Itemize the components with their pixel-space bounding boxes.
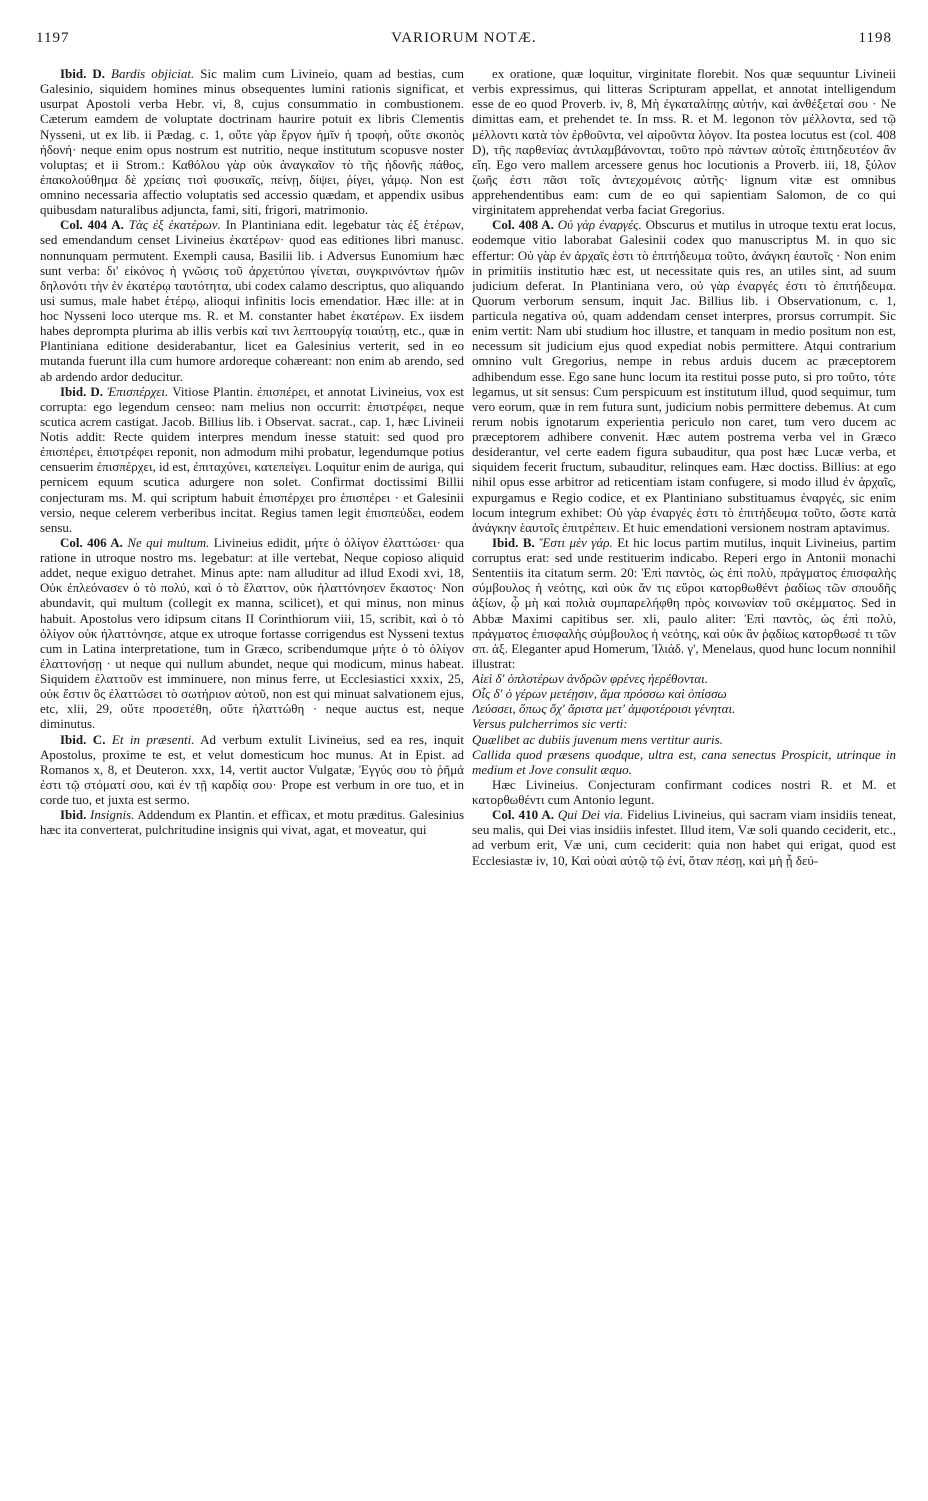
verse-line: [472, 747, 896, 777]
note-text: Obscurus et mutilus in utroque textu erat locus, eodemque vitio laborabat Galesinii codex quo manuscriptus M. in quo sic effertur: Οὐ γὰρ ἐν ἀρχαῖς ἐστι τὸ ἐπιτήδευμα τοῦτο, ἀνάγκη ἑαυτοῖς · Non enim in primitiis institutio hæc est, ut necessitate quis res, an utiles sint, ad suum judicium deferat. In Plantiniana vero, οὐ γὰρ ἐναργές ἐστι τὸ ἐπιτήδευμα. Quorum verborum sensum, inquit Jac. Billius lib. i Observationum, c. 1, particula negativa οὐ, quam addendam censet interpres, prorsus corrumpit. Sic enim vertit: Nam ubi studium hoc illustre, et tanquam in medio positum non est, necessum sit judicium ejus quod expediat nobis permittere. Atqui contrarium omnino vult Gregorius, nempe in rebus arduis ducem ac præceptorem adhibendum esse. Ego sane hunc locum ita restitui posse puto, si pro τοῦτο, τότε legamus, ut sit sensus: Cum perspicuum est institutum illud, quod sequimur, tum vero eorum, quæ in rem futura sunt, judicium nobis permittere debemus. At cum rerum nobis ignotarum experientia periculo non caret, tum vero ducem ac præceptorem adhibere convenit. Hæc autem postrema verba vel in Græco desiderantur, vel certe eadem figura subauditur, qua post hæc Lucæ verba, et siquidem fecerit fructum, subauditur, relinques eam. Hæc doctiss. Billius: at ego nihil opus esse arbitror ad reticentiam istam confugere, si modo illud ἐν ἀρχαῖς, expurgamus e Regio codice, et ex Plantiniano substituamus ἐναργές, sic enim locum integrum exhibet: Οὐ γὰρ ἐναργές ἐστι τὸ ἐπιτήδευμα τοῦτο, ὥστε κατὰ ἀνάγκην ἑαυτοῖς ἐπιτρέπειν. Et huic emendationi versionem nostram aptavimus.: [472, 217, 896, 535]
note-lemma: Ἔστι μὲν γάρ.: [539, 534, 613, 550]
note-reference: Col. 408 A.: [492, 217, 554, 233]
note-reference: Col. 406 A.: [60, 534, 123, 550]
page-header: [36, 30, 892, 52]
running-title: VARIORUM NOTÆ.: [391, 30, 537, 46]
note-lemma: Οὐ γὰρ ἐναργές.: [557, 217, 642, 233]
left-column: [40, 66, 464, 1496]
note-text: Hæc Livineius. Conjecturam confirmant codices nostri R. et M. et κατορθωθέντι cum Antonio legunt.: [472, 776, 896, 807]
note-text: Ad verbum extulit Livineius, sed ea res, inquit Apostolus, proxime te est, et velut domesticum hoc munus. At in Epist. ad Romanos x, 8, et Deuteron. xxx, 14, vertit auctor Vulgatæ, Ἐγγύς σου τὸ ῥῆμά ἐστι τῷ στόματί σου, καὶ ἐν τῇ καρδίᾳ σου· Prope est verbum in ore tuo, et in corde tuo, et juxta est sermo.: [40, 731, 464, 807]
note-lemma: Et in præsenti.: [111, 731, 195, 747]
note-lemma: Bardis objiciat.: [111, 66, 195, 81]
note-text: Sic malim cum Livineio, quam ad bestias, cum Galesinio, siquidem homines minus obsequentes lumini rationis significat, et usurpat Apostoli verba Hebr. vi, 8, cujus consummatio in combustionem. Cæterum eamdem de voluptate doctrinam haurire potuit ex libris Clementis Nysseni, ut ex lib. ii Pædag. c. 1, οὔτε γὰρ ἔργον ἡμῖν ἡ τροφὴ, οὔτε σκοπὸς ἡδονή· neque enim opus nostrum est nutritio, neque institutum scopusve noster voluptas; et ii Strom.: Καθόλου γὰρ οὐκ ἀναγκαῖον τὸ τῆς ἡδονῆς πάθος, ἐπακολούθημα δὲ χρείαις τισὶ φυσικαῖς, πείνῃ, δίψει, ῥίγει, γάμῳ. Non est omnino necessaria affectio voluptatis sed accessio quædam, et appendix usibus quibusdam naturalibus adjuncta, fami, siti, frigori, matrimonio.: [40, 66, 464, 218]
note-reference: Ibid. D.: [60, 383, 103, 399]
note-paragraph: [40, 807, 464, 837]
note-paragraph: [472, 217, 896, 535]
note-lemma: Τὰς ἐξ ἑκατέρων.: [128, 217, 221, 233]
right-column: [472, 66, 896, 1496]
note-text: Et hic locus partim mutilus, inquit Livineius, partim corruptus erat: sed unde restituerim indicabo. Reperi ergo in Antonii monachi Sententiis ita citatum serm. 20: Ἐπὶ παντὸς, ὡς ἐπὶ πολὺ, πράγματος ἐπισφαλὴς σύμβουλος ἡ νεότης, καὶ οὐκ ἄν τις εὕροι κατορθωθέντ ῥαδίως τῶν σπουδῆς ἀξίων, ᾧ μὴ καὶ πολιὰ συμπαρελήφθη πρὸς κοινωνίαν τοῦ σκέμματος. Sed in Abbæ Maximi capitibus ser. xli, paulo aliter: Ἐπὶ παντὸς, ὡς ἐπὶ πολὺ, πράγματος ἐπισφαλὴς σύμβουλος ἡ νεότης, καὶ οὐκ ἂν ῥᾳδίως κατορθωσέ τι τῶν σπ. ἀξ. Eleganter apud Homerum, Ἰλιάδ. γ', Menelaus, quod hunc locum nonnihil illustrat:: [472, 534, 896, 671]
note-paragraph: [40, 732, 464, 808]
note-text: ex oratione, quæ loquitur, virginitate florebit. Nos quæ sequuntur Livineii verbis expressimus, qui litteras Scripturam appellat, et annotat intelligendum esse de eo quod Proverb. iv, 8, Μὴ ἐγκαταλίπῃς αὐτήν, καὶ ἀνθέξεταί σου · Ne dimittas eam, et prehendet te. In mss. R. et M. legonon τὸν μέλλοντα, sed τῷ μέλλοντι κατὰ τὸν ἐρθοῦντα, vel αἱροῦντα λόγον. Ita postea locutus est (col. 408 D), τῆς παρθενίας ἀντιλαμβάνονται, τοῦτο πρὸ πάντων αὐτοῖς ἐπιτηδευτέον ἂν εἴη. Ego vero mallem arcessere genus hoc locutionis a Proverb. iii, 18, ξύλον ζωῆς ἐστι πᾶσι τοῖς ἀντεχομένοις αὐτῆς· lignum vitæ est omnibus apprehendentibus eam: cum de eo qui sapientiam Salomon, de co qui virginitatem apprehendat verba faciat Gregorius.: [472, 66, 896, 218]
note-lemma: Ἐπισπέρχει.: [106, 383, 169, 399]
note-reference: Ibid. D.: [60, 66, 106, 81]
note-paragraph: [472, 777, 896, 807]
note-reference: Col. 410 A.: [492, 807, 554, 823]
note-lemma: Insignis.: [90, 807, 135, 823]
note-reference: Col. 404 A.: [60, 217, 124, 233]
note-lemma: Ne qui multum.: [127, 534, 210, 550]
note-lemma: Qui Dei via.: [557, 807, 624, 823]
verse-line: [472, 686, 896, 701]
verse-line: [472, 671, 896, 686]
note-reference: Ibid. B.: [492, 534, 535, 550]
note-text: Livineius edidit, μήτε ὁ ὀλίγον ἐλαττώσει· qua ratione in utroque nostro ms. legebatur: at ille vertebat, Neque copioso aliquid addet, neque exiguo detrahet. Minus apte: nam alluditur ad illud Exodi xvi, 18, Οὐκ ἐπλεόνασεν ὁ τὸ πολύ, καὶ ὁ τὸ ἔλαττον, οὐκ ἠλαττόνησεν ἕκαστος· Non abundavit, qui multum (collegit ex manna, scilicet), et qui minus, non minus habuit. Apostolus vero idipsum citans II Corinthiorum viii, 15, scribit, καὶ ὁ τὸ ὀλίγον οὐκ ἠλαττόνησε, atque ex utroque fortasse corrigendus est Nysseni textus cum in Latina interpretatione, tum in Græco, scribendumque μήτε ὁ τὸ ὀλίγον ἐλαττονήσῃ · ut neque qui nullum abundet, neque qui modicum, minus habeat. Siquidem ἐλαττοῦν est imminuere, non minus ferre, ut Ecclesiastici xxxix, 25, οὐκ ἔστιν ὃς ἐλαττώσει τὸ σωτήριον αὐτοῦ, non est qui minuat salvationem ejus, etc, xlii, 29, οὔτε προσετέθη, οὔτε ἠλαττώθη · neque auctus est, neque diminutus.: [40, 534, 464, 732]
note-paragraph: [40, 217, 464, 383]
note-reference: Ibid. C.: [60, 731, 106, 747]
note-text: Fidelius Livineius, qui sacram viam insidiis teneat, seu malis, qui Dei vias insidiis infestet. Illud item, Væ soli quando ceciderit, etc., ad verbum erit, Væ uni, cum ceciderit: quia non habet qui erigat, quod est Ecclesiastæ iv, 10, Καὶ οὐαὶ αὐτῷ τῷ ἑνί, ὅταν πέσῃ, καὶ μὴ ᾖ δεύ-: [472, 807, 896, 868]
note-text: Λεύσσει, ὅπως ὄχ' ἄριστα μετ' ἀμφοτέροισι γένηται.: [472, 701, 736, 717]
note-text: In Plantiniana edit. legebatur τὰς ἐξ ἑτέρων, sed emendandum censet Livineius ἑκατέρων· quod eas editiones libri manusc. nonnunquam permutent. Exempli causa, Basilii lib. i Adversus Eunomium hæc sunt verba: δι' εἰκόνος ἡ γνῶσις τοῦ ἀρχετύπου γίνεται, συγκρινόντων ἡμῶν δηλονότι τὴν ἐν ἑκατέρῳ ταυτότητα, ubi codex calamo descriptus, quo aliquando usi sumus, male habet ἑτέρῳ, alioqui infinitis locis emendatior. Hæc ille: at in hoc Nysseni loco uterque ms. R. et M. constanter habet ἑκατέρων. Ex iisdem habes deprompta plurima ab illis verbis καί τινι λεπτουργίᾳ τοιαύτῃ, etc., quæ in Plantiniana editione desiderabantur, licet ea Galesinius verterit, sed in eo mutanda fuerunt illa cum humore ardoreque cohæreant: non enim ab arendo, sed ab ardendo ardor deducitur.: [40, 217, 464, 384]
note-text: Callida quod præsens quodque, ultra est, cana senectus Prospicit, utrinque in medium et Jove consulit æquo.: [472, 746, 896, 777]
note-text: Vitiose Plantin. ἐπισπέρει, et annotat Livineius, vox est corrupta: ego legendum censeo: nam melius non occurrit: ἐπιστρέφει, neque scutica acrem castigat. Jacob. Billius lib. i Observat. sacrat., cap. 1, hæc Livineii Notis addit: Recte quidem interpres mendum inesse statuit: sed quod pro ἐπισπέρει, ἐπιστρέφει reponit, non admodum mihi probatur, legendumque potius censuerim ἐπισπέρχει, id est, ἐπιταχύνει, κατεπείγει. Loquitur enim de auriga, qui pernicem equum scutica adurgere non solet. Confirmat doctissimi Billii conjecturam ms. M. qui scriptum habuit ἐπισπέρχει pro ἐπισπέρει · et Galesinii versio, neque celerem verberibus incitat. Regius tamen legit ἐπισπεύδει, eodem sensu.: [40, 383, 464, 535]
note-text: Addendum ex Plantin. et efficax, et motu præditus. Galesinius hæc ita converterat, pulchritudine insignis qui vivat, agat, et moveatur, qui: [40, 807, 464, 838]
note-paragraph: [472, 807, 896, 868]
note-reference: Ibid.: [60, 807, 87, 823]
page-number-left: 1197: [36, 30, 70, 46]
note-text: Quælibet ac dubiis juvenum mens vertitur auris.: [472, 731, 723, 747]
page-number-right: 1198: [858, 30, 892, 46]
note-paragraph: [472, 535, 896, 671]
verse-line: [472, 716, 896, 731]
note-paragraph: [40, 384, 464, 535]
note-paragraph: [40, 66, 464, 217]
verse-line: [472, 701, 896, 716]
note-paragraph: [472, 66, 896, 217]
note-text: Versus pulcherrimos sic verti:: [472, 716, 628, 732]
verse-line: [472, 732, 896, 747]
note-text: Οἷς δ' ὁ γέρων μετέῃσιν, ἅμα πρόσσω καὶ ὀπίσσω: [472, 686, 727, 702]
note-paragraph: [40, 535, 464, 732]
note-text: Αἰεὶ δ' ὁπλοτέρων ἀνδρῶν φρένες ἠερέθονται.: [472, 671, 708, 686]
